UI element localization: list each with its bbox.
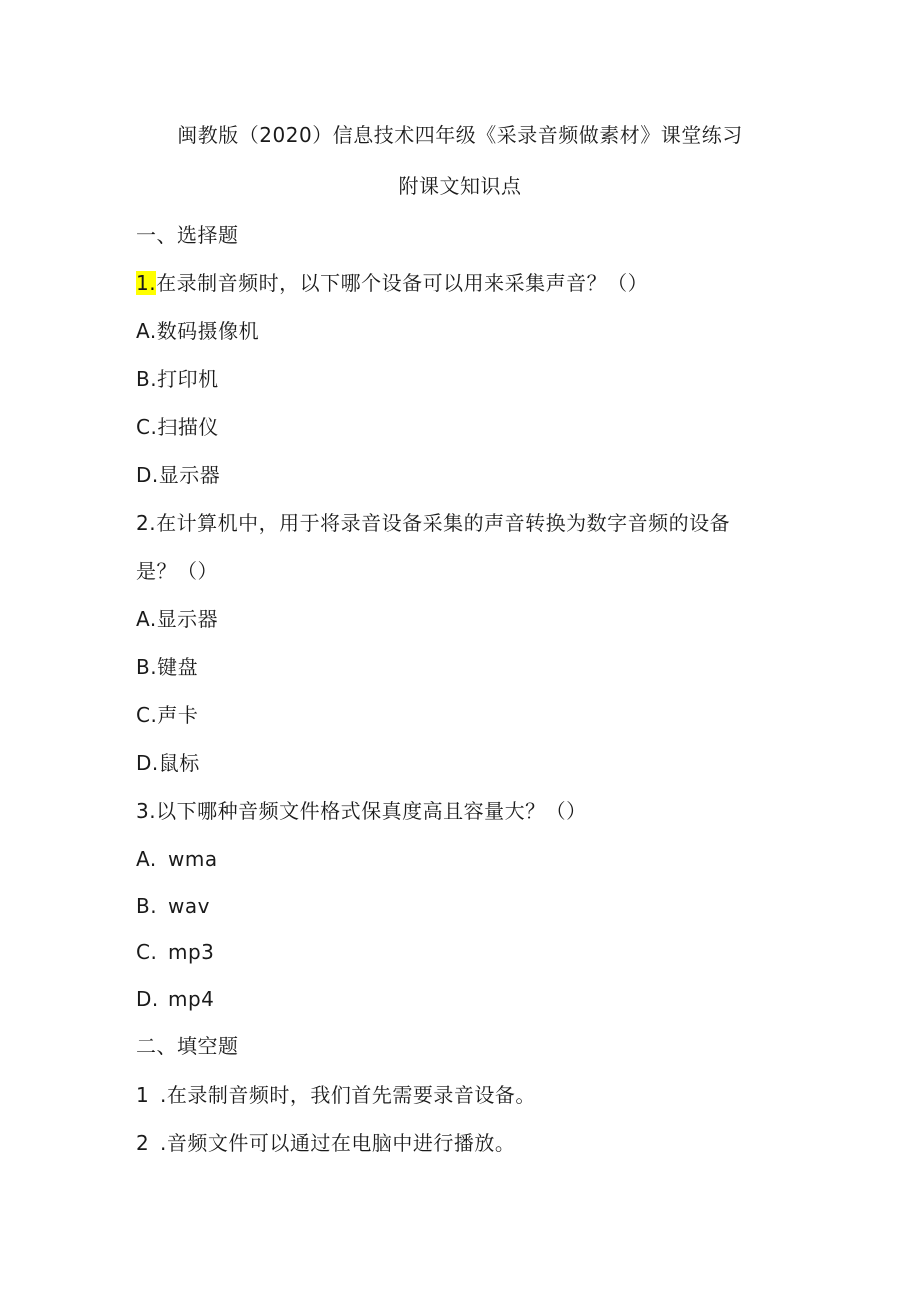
- section1-heading: 一、选择题: [136, 223, 239, 247]
- q1-option-d: D.显示器: [136, 463, 221, 487]
- question-2-line-1: 2.在计算机中，用于将录音设备采集的声音转换为数字音频的设备: [136, 511, 731, 535]
- fill-blank-2: [136, 1129, 515, 1157]
- q3-option-a: [136, 845, 218, 873]
- q3-option-a-text: wma: [168, 847, 218, 871]
- q3-option-b-text: wav: [168, 894, 210, 918]
- question-3: 3.以下哪种音频文件格式保真度高且容量大？（）: [136, 799, 587, 823]
- fill-blank-2-text: .音频文件可以通过在电脑中进行播放。: [160, 1131, 516, 1155]
- document-title: 闽教版（2020）信息技术四年级《采录音频做素材》课堂练习: [177, 123, 743, 147]
- fill-blank-1: [136, 1081, 536, 1109]
- fill-blank-2-number: 2: [136, 1131, 150, 1155]
- q3-option-c-text: mp3: [168, 940, 215, 964]
- q1-option-b: B.打印机: [136, 367, 219, 391]
- question-1-text: 在录制音频时，以下哪个设备可以用来采集声音？（）: [156, 271, 649, 295]
- q3-option-c: [136, 938, 214, 966]
- q3-option-d-letter: D.: [136, 987, 159, 1011]
- question-1-number-highlighted: 1.: [136, 271, 157, 295]
- q1-option-a: A.数码摄像机: [136, 319, 260, 343]
- fill-blank-1-number: 1: [136, 1083, 150, 1107]
- question-2-line-2: 是？（）: [136, 559, 218, 583]
- question-1: [136, 269, 648, 297]
- document-subtitle: 附课文知识点: [398, 174, 522, 198]
- q3-option-b-letter: B.: [136, 894, 158, 918]
- q3-option-d: [136, 985, 214, 1013]
- q2-option-b: B.键盘: [136, 655, 199, 679]
- q3-option-c-letter: C.: [136, 940, 158, 964]
- q3-option-a-letter: A.: [136, 847, 157, 871]
- q3-option-d-text: mp4: [168, 987, 215, 1011]
- q2-option-a: A.显示器: [136, 607, 219, 631]
- q2-option-d: D.鼠标: [136, 751, 200, 775]
- q3-option-b: [136, 892, 210, 920]
- section2-heading: 二、填空题: [136, 1034, 239, 1058]
- q1-option-c: C.扫描仪: [136, 415, 219, 439]
- fill-blank-1-text: .在录制音频时，我们首先需要录音设备。: [160, 1083, 536, 1107]
- q2-option-c: C.声卡: [136, 703, 199, 727]
